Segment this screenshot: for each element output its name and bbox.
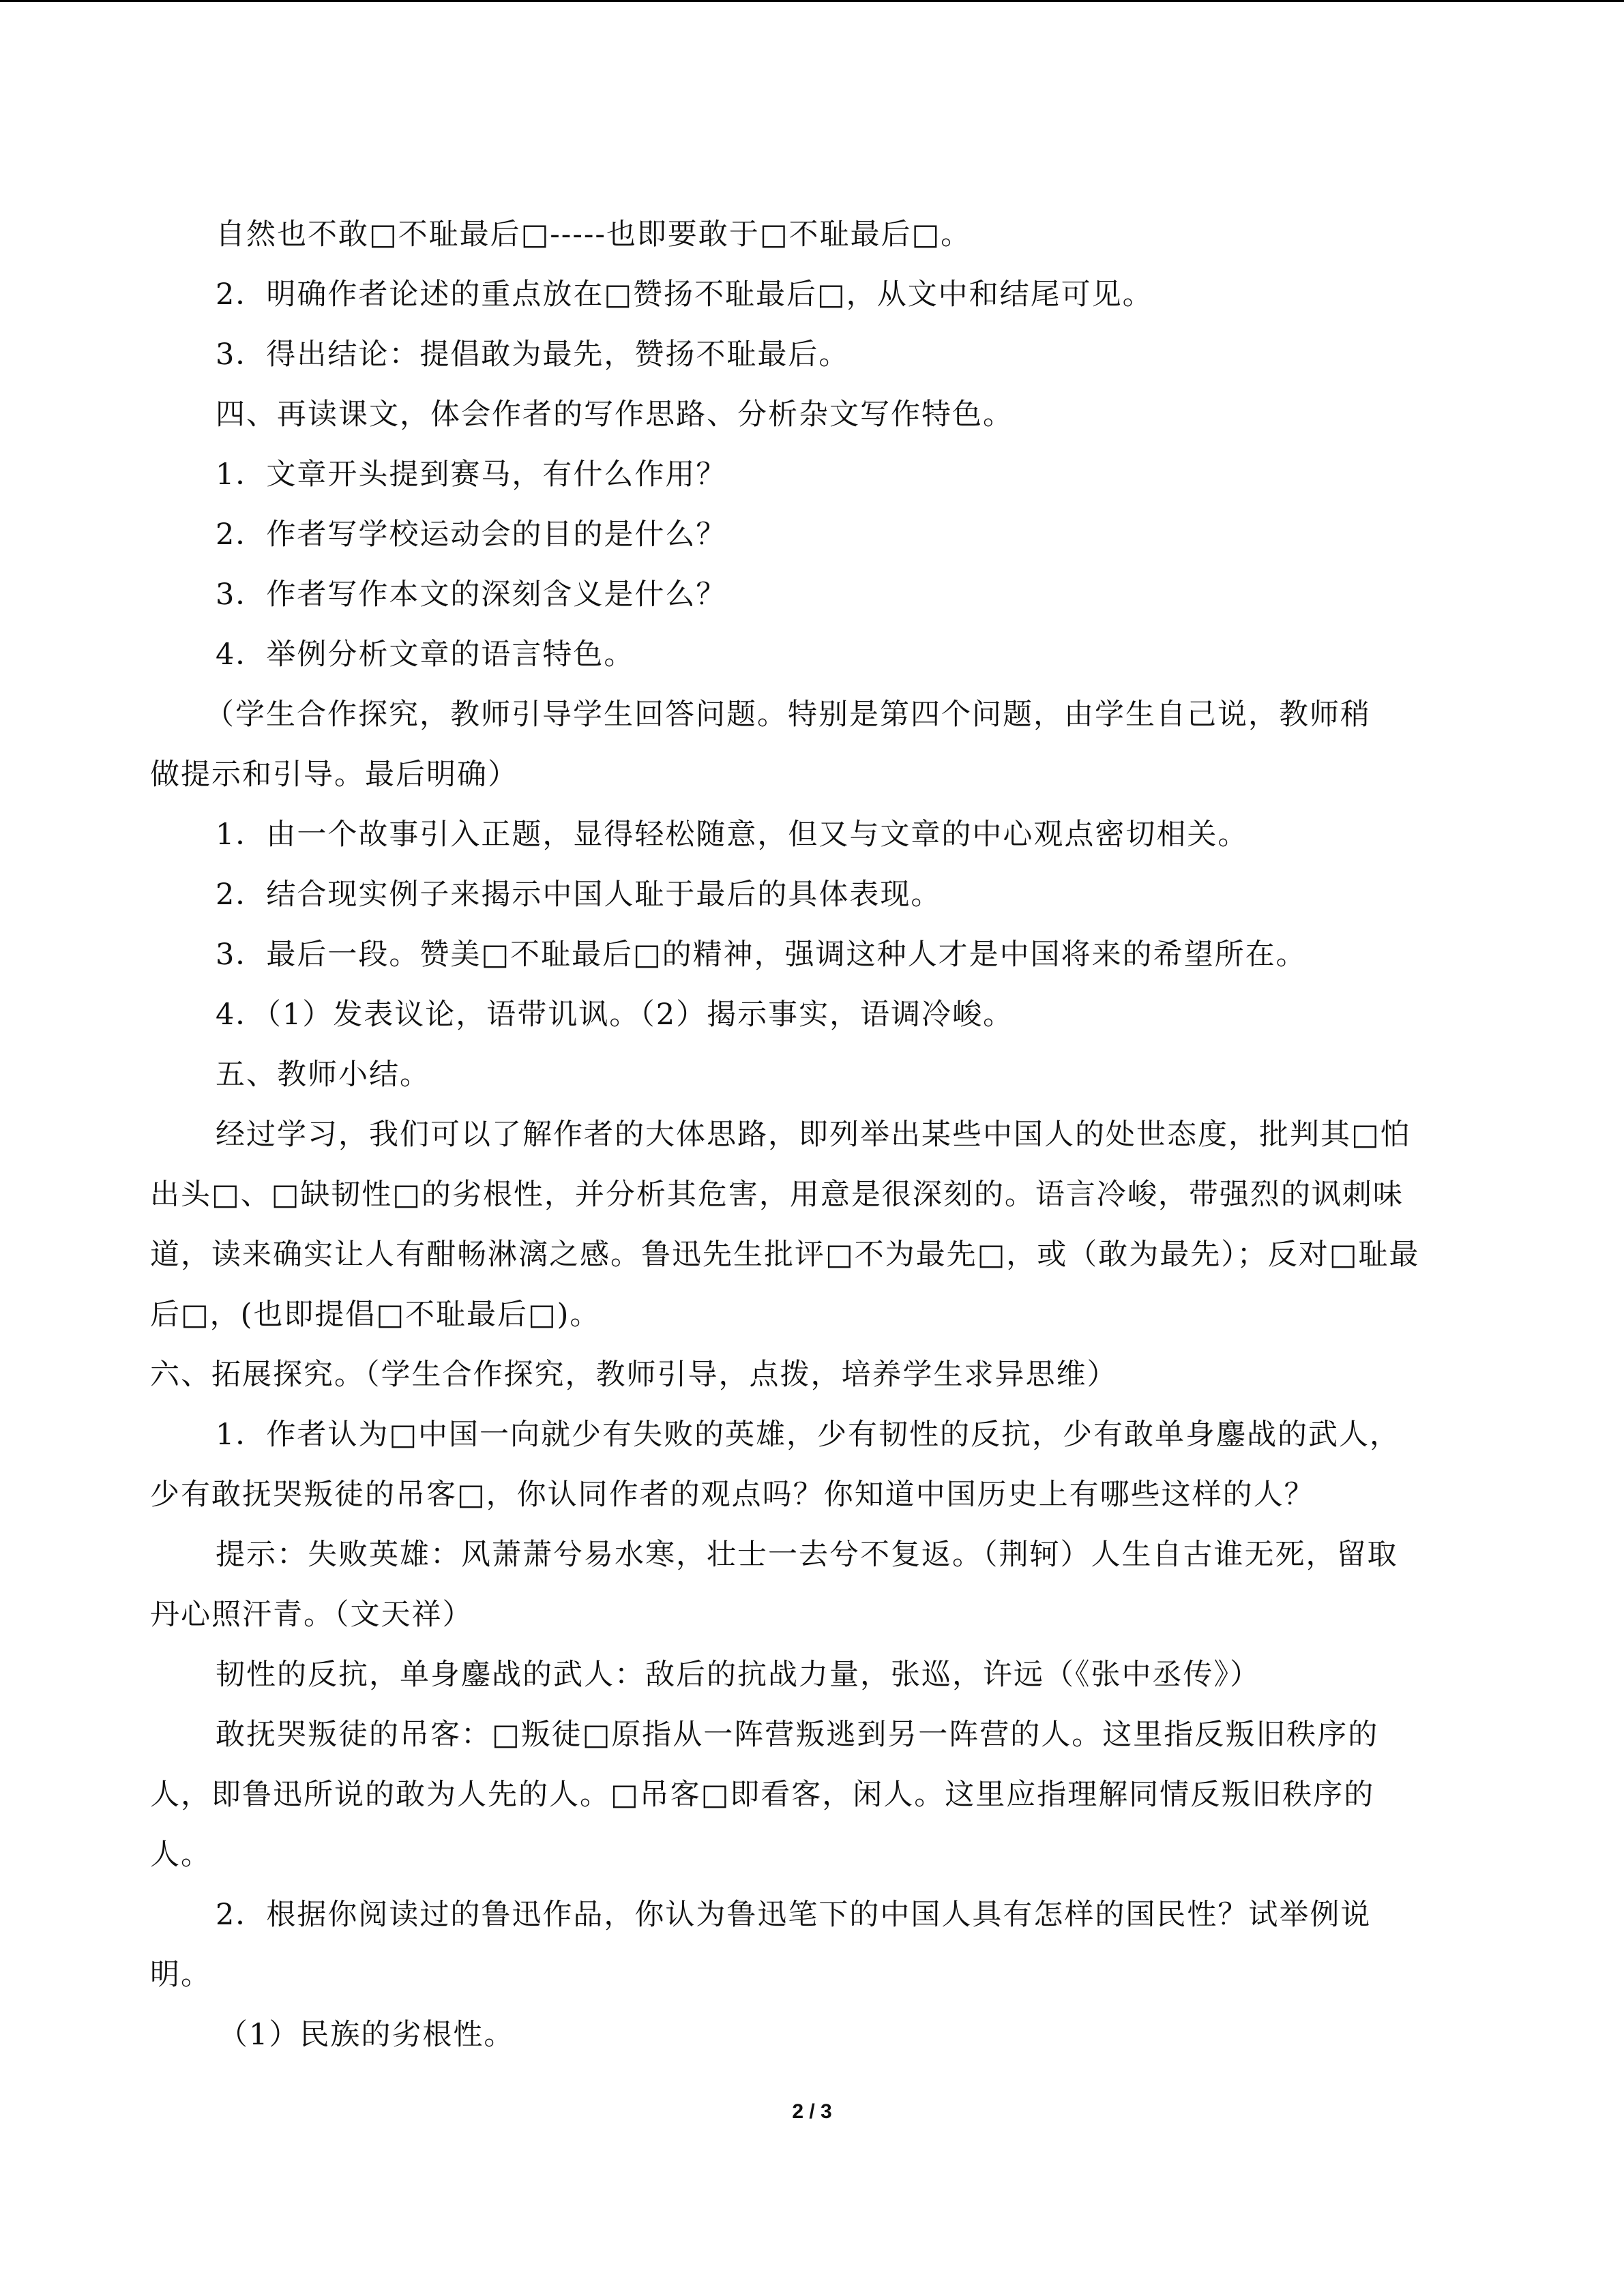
answer-item: 3．最后一段。赞美□不耻最后□的精神，强调这种人才是中国将来的希望所在。 — [216, 938, 1307, 972]
paragraph-line: （1）民族的劣根性。 — [218, 2018, 515, 2052]
paragraph-line: 少有敢抚哭叛徒的吊客□，你认同作者的观点吗？你知道中国历史上有哪些这样的人？ — [150, 1478, 1315, 1512]
answer-item: 1．由一个故事引入正题，显得轻松随意，但又与文章的中心观点密切相关。 — [216, 818, 1249, 852]
section-heading: 五、教师小结。 — [216, 1058, 430, 1092]
paragraph-line: 经过学习，我们可以了解作者的大体思路，即列举出某些中国人的处世态度，批判其□怕 — [216, 1118, 1411, 1152]
paragraph-line: 人。 — [150, 1838, 211, 1872]
paragraph-line: （学生合作探究，教师引导学生回答问题。特别是第四个问题，由学生自己说，教师稍 — [205, 698, 1371, 732]
paragraph-line: 道，读来确实让人有酣畅淋漓之感。鲁迅先生批评□不为最先□，或（敢为最先）；反对□耻最 — [150, 1238, 1420, 1272]
question-item: 2．作者写学校运动会的目的是什么？ — [216, 518, 727, 552]
paragraph-line: 3．得出结论：提倡敢为最先，赞扬不耻最后。 — [216, 338, 850, 372]
page-number: 2 / 3 — [792, 2100, 832, 2123]
paragraph-line: 做提示和引导。最后明确） — [150, 758, 518, 792]
paragraph-line: 2．根据你阅读过的鲁迅作品，你认为鲁迅笔下的中国人具有怎样的国民性？试举例说 — [216, 1898, 1372, 1932]
paragraph-line: 丹心照汗青。（文天祥） — [150, 1598, 473, 1632]
paragraph-line: 敢抚哭叛徒的吊客：□叛徒□原指从一阵营叛逃到另一阵营的人。这里指反叛旧秩序的 — [216, 1718, 1379, 1752]
paragraph-line: 明。 — [150, 1958, 211, 1992]
question-item: 4．举例分析文章的语言特色。 — [216, 638, 635, 672]
section-heading: 四、再读课文，体会作者的写作思路、分析杂文写作特色。 — [216, 398, 1014, 432]
question-item: 3．作者写作本文的深刻含义是什么？ — [216, 578, 727, 612]
answer-item: 4．（1）发表议论，语带讥讽。（2）揭示事实，语调冷峻。 — [216, 998, 1014, 1032]
paragraph-line: 1．作者认为□中国一向就少有失败的英雄，少有韧性的反抗，少有敢单身鏖战的武人， — [216, 1418, 1400, 1452]
section-heading: 六、拓展探究。（学生合作探究，教师引导，点拨，培养学生求异思维） — [150, 1358, 1118, 1392]
top-border-rule — [0, 0, 1624, 2]
paragraph-line: 韧性的反抗，单身鏖战的武人：敌后的抗战力量，张巡，许远（《张中丞传》） — [216, 1658, 1260, 1692]
paragraph-line: 人，即鲁迅所说的敢为人先的人。□吊客□即看客，闲人。这里应指理解同情反叛旧秩序的 — [150, 1778, 1375, 1812]
paragraph-line: 提示：失败英雄：风萧萧兮易水寒，壮士一去兮不复返。（荆轲）人生自古谁无死，留取 — [216, 1538, 1398, 1572]
paragraph-line: 2．明确作者论述的重点放在□赞扬不耻最后□，从文中和结尾可见。 — [216, 278, 1153, 312]
question-item: 1．文章开头提到赛马，有什么作用？ — [216, 458, 727, 492]
answer-item: 2．结合现实例子来揭示中国人耻于最后的具体表现。 — [216, 878, 942, 912]
paragraph-line: 自然也不敢□不耻最后□-----也即要敢于□不耻最后□。 — [216, 218, 972, 252]
document-body — [150, 205, 1480, 2065]
paragraph-line: 出头□、□缺韧性□的劣根性，并分析其危害，用意是很深刻的。语言冷峻，带强烈的讽刺味 — [150, 1178, 1404, 1212]
paragraph-line: 后□，(也即提倡□不耻最后□)。 — [150, 1298, 601, 1332]
